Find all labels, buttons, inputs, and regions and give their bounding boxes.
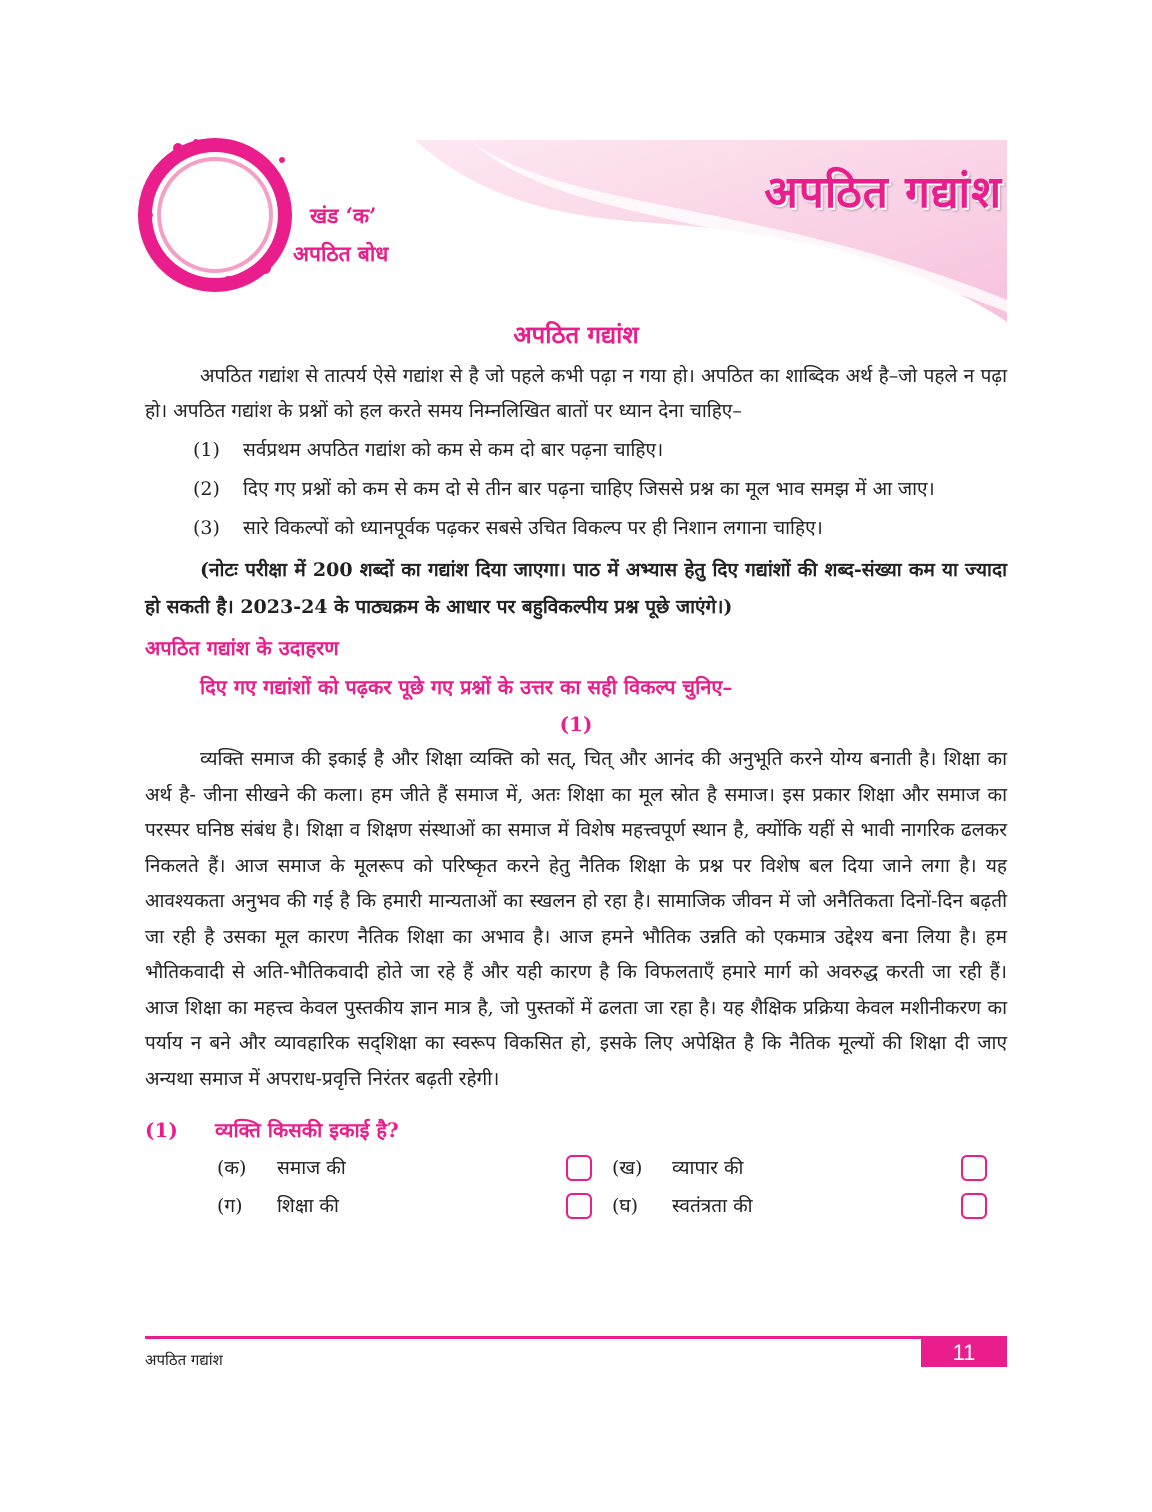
page-content: [145, 318, 1007, 1225]
option-kha: [612, 1149, 1007, 1187]
point-item: [193, 433, 1007, 468]
instruction-text: दिए गए गद्यांशों को पढ़कर पूछे गए प्रश्नों के उत्तर का सही विकल्प चुनिए–: [200, 675, 733, 699]
question-number: (1): [145, 1118, 178, 1142]
point-number: (2): [193, 478, 220, 500]
passage-text: व्यक्ति समाज की इकाई है और शिक्षा व्यक्ति को सत्, चित् और आनंद की अनुभूति करने योग्य बनाती है। शिक्षा का अर्थ है- जीना सीखने की कला। हम जीते हैं समाज में, अतः शिक्षा का मूल स्रोत है समाज। इस प्रकार शिक्षा और समाज का परस्पर घनिष्ठ संबंध है। शिक्षा व शिक्षण संस्थाओं का समाज में विशेष महत्त्वपूर्ण स्थान है, क्योंकि यहीं से भावी नागरिक ढलकर निकलते हैं। आज समाज के मूलरूप को परिष्कृत करने हेतु नैतिक शिक्षा के प्रश्न पर विशेष बल दिया जाने लगा है। यह आवश्यकता अनुभव की गई है कि हमारी मान्यताओं का स्खलन हो रहा है। सामाजिक जीवन में जो अनैतिकता दिनों-दिन बढ़ती जा रही है उसका मूल कारण नैतिक शिक्षा का अभाव है। आज हमने भौतिक उन्नति को एकमात्र उद्देश्य बना लिया है। हम भौतिकवादी से अति-भौतिकवादी होते जा रहे हैं और यही कारण है कि विफलताएँ हमारे मार्ग को अवरुद्ध करती जा रही हैं। आज शिक्षा का महत्त्व केवल पुस्तकीय ज्ञान मात्र है, जो पुस्तकों में ढलता जा रहा है। यह शैक्षिक प्रक्रिया केवल मशीनीकरण का पर्याय न बने और व्यावहारिक सद्शिक्षा का स्वरूप विकसित हो, इसके लिए अपेक्षित है कि नैतिक मूल्यों की शिक्षा दी जाए अन्यथा समाज में अपराध-प्रवृत्ति निरंतर बढ़ती रहेगी।: [145, 748, 1007, 1090]
point-text: सर्वप्रथम अपठित गद्यांश को कम से कम दो बार पढ़ना चाहिए।: [243, 439, 664, 461]
main-heading: अपठित गद्यांश: [513, 320, 639, 349]
answer-checkbox[interactable]: [566, 1155, 592, 1181]
option-text: शिक्षा की: [277, 1195, 339, 1217]
answer-checkbox[interactable]: [566, 1193, 592, 1219]
answer-checkbox[interactable]: [961, 1193, 987, 1219]
options-grid: [217, 1149, 1007, 1225]
intro-paragraph: अपठित गद्यांश से तात्पर्य ऐसे गद्यांश से है जो पहले कभी पढ़ा न गया हो। अपठित का शाब्दिक अर्थ है–जो पहले न पढ़ा हो। अपठित गद्यांश के प्रश्नों को हल करते समय निम्नलिखित बातों पर ध्यान देना चाहिए–: [145, 365, 1007, 422]
page-number: 11: [921, 1339, 1007, 1367]
examples-heading: अपठित गद्यांश के उदाहरण: [145, 636, 339, 660]
option-label: (ग): [217, 1195, 243, 1217]
option-text: व्यापार की: [672, 1157, 744, 1179]
option-label: (क): [217, 1157, 247, 1179]
chapter-header: [0, 0, 1152, 330]
point-text: दिए गए प्रश्नों को कम से कम दो से तीन बार पढ़ना चाहिए जिससे प्रश्न का मूल भाव समझ में आ जाए।: [243, 478, 935, 500]
point-item: [193, 511, 1007, 546]
option-gha: [612, 1187, 1007, 1225]
section-subtitle: अपठित बोध: [293, 241, 389, 266]
option-ga: [217, 1187, 612, 1225]
option-ka: [217, 1149, 612, 1187]
options-row: [217, 1187, 1007, 1225]
point-number: (1): [193, 439, 220, 461]
exam-note: (नोटः परीक्षा में 200 शब्दों का गद्यांश दिया जाएगा। पाठ में अभ्यास हेतु दिए गद्यांशों की शब्द-संख्या कम या ज्यादा हो सकती है। 2023-24 के पाठ्यक्रम के आधार पर बहुविकल्पीय प्रश्न पूछे जाएंगे।): [145, 559, 1007, 618]
footer-chapter-name: अपठित गद्यांश: [145, 1351, 223, 1369]
point-item: [193, 472, 1007, 507]
option-label: (घ): [612, 1195, 639, 1217]
question: [145, 1113, 1007, 1147]
question-text: व्यक्ति किसकी इकाई है?: [215, 1118, 399, 1142]
point-number: (3): [193, 517, 220, 539]
section-label: खंड ‘क’: [310, 203, 377, 228]
point-text: सारे विकल्पों को ध्यानपूर्वक पढ़कर सबसे उचित विकल्प पर ही निशान लगाना चाहिए।: [243, 517, 823, 539]
options-row: [217, 1149, 1007, 1187]
option-label: (ख): [612, 1157, 643, 1179]
option-text: स्वतंत्रता की: [672, 1195, 753, 1217]
footer-divider: [145, 1336, 1007, 1339]
chapter-title: अपठित गद्यांश: [764, 167, 1002, 218]
option-text: समाज की: [277, 1157, 346, 1179]
answer-checkbox[interactable]: [961, 1155, 987, 1181]
passage-number: (1): [559, 712, 593, 736]
